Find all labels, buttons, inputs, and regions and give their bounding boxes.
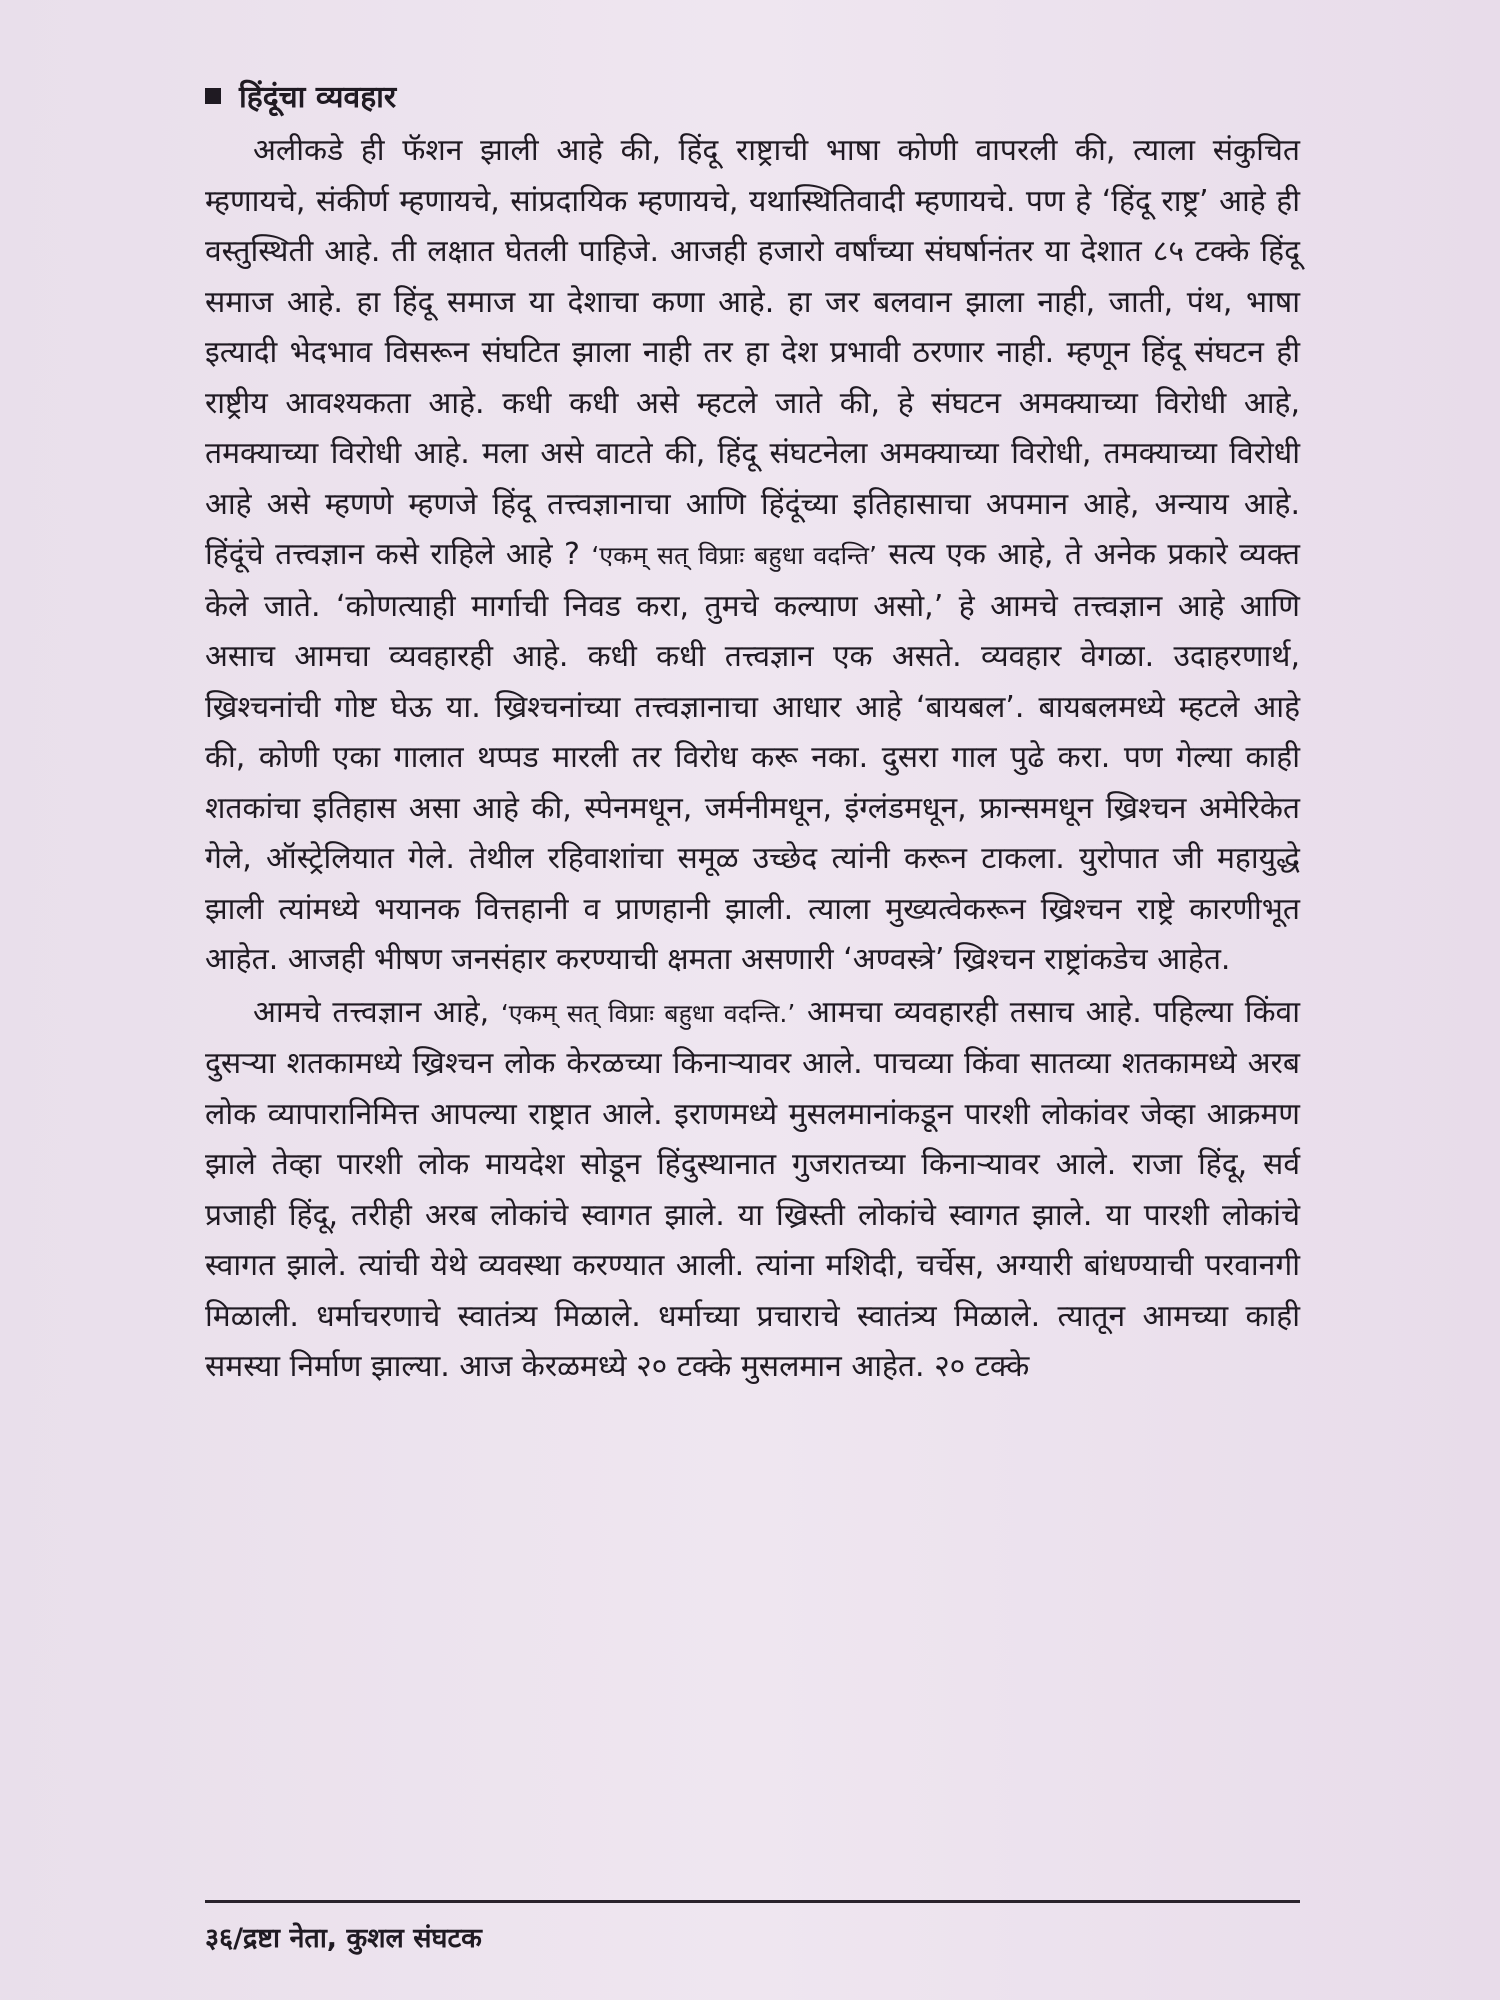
paragraph-1	[205, 126, 1300, 986]
paragraph-2-text-b: आमचा व्यवहारही तसाच आहे. पहिल्या किंवा दुसऱ्या शतकामध्ये ख्रिश्चन लोक केरळच्या किनाऱ्यावर आले. पाचव्या किंवा सातव्या शतकामध्ये अरब लोक व्यापारानिमित्त आपल्या राष्ट्रात आले. इराणमध्ये मुसलमानांकडून पारशी लोकांवर जेव्हा आक्रमण झाले तेव्हा पारशी लोक मायदेश सोडून हिंदुस्थानात गुजरातच्या किनाऱ्यावर आले. राजा हिंदू, सर्व प्रजाही हिंदू, तरीही अरब लोकांचे स्वागत झाले. या ख्रिस्ती लोकांचे स्वागत झाले. या पारशी लोकांचे स्वागत झाले. त्यांची येथे व्यवस्था करण्यात आली. त्यांना मशिदी, चर्चेस, अग्यारी बांधण्याची परवानगी मिळाली. धर्माचरणाचे स्वातंत्र्य मिळाले. धर्माच्या प्रचाराचे स्वातंत्र्य मिळाले. त्यातून आमच्या काही समस्या निर्माण झाल्या. आज केरळमध्ये २० टक्के मुसलमान आहेत. २० टक्के	[205, 994, 1300, 1384]
paragraph-1-text-a: अलीकडे ही फॅशन झाली आहे की, हिंदू राष्ट्राची भाषा कोणी वापरली की, त्याला संकुचित म्हणायचे, संकीर्ण म्हणायचे, सांप्रदायिक म्हणायचे, यथास्थितिवादी म्हणायचे. पण हे ‘हिंदू राष्ट्र’ आहे ही वस्तुस्थिती आहे. ती लक्षात घेतली पाहिजे. आजही हजारो वर्षांच्या संघर्षानंतर या देशात ८५ टक्के हिंदू समाज आहे. हा हिंदू समाज या देशाचा कणा आहे. हा जर बलवान झाला नाही, जाती, पंथ, भाषा इत्यादी भेदभाव विसरून संघटित झाला नाही तर हा देश प्रभावी ठरणार नाही. म्हणून हिंदू संघटन ही राष्ट्रीय आवश्यकता आहे. कधी कधी असे म्हटले जाते की, हे संघटन अमक्याच्या विरोधी आहे, तमक्याच्या विरोधी आहे. मला असे वाटते की, हिंदू संघटनेला अमक्याच्या विरोधी, तमक्याच्या विरोधी आहे असे म्हणणे म्हणजे हिंदू तत्त्वज्ञानाचा आणि हिंदूंच्या इतिहासाचा अपमान आहे, अन्याय आहे. हिंदूंचे तत्त्वज्ञान कसे राहिले आहे ?	[205, 133, 1300, 572]
page-content	[205, 70, 1300, 1393]
sanskrit-quote: ‘एकम् सत् विप्राः बहुधा वदन्ति’	[591, 541, 877, 570]
section-heading	[205, 70, 1300, 126]
page-footer: ३६/द्रष्टा नेता, कुशल संघटक	[205, 1923, 482, 1954]
paragraph-1-text-b: सत्य एक आहे, ते अनेक प्रकारे व्यक्त केले जाते. ‘कोणत्याही मार्गाची निवड करा, तुमचे कल्याण असो,’ हे आमचे तत्त्वज्ञान आहे आणि असाच आमचा व्यवहारही आहे. कधी कधी तत्त्वज्ञान एक असते. व्यवहार वेगळा. उदाहरणार्थ, ख्रिश्चनांची गोष्ट घेऊ या. ख्रिश्चनांच्या तत्त्वज्ञानाचा आधार आहे ‘बायबल’. बायबलमध्ये म्हटले आहे की, कोणी एका गालात थप्पड मारली तर विरोध करू नका. दुसरा गाल पुढे करा. पण गेल्या काही शतकांचा इतिहास असा आहे की, स्पेनमधून, जर्मनीमधून, इंग्लंडमधून, फ्रान्समधून ख्रिश्चन अमेरिकेत गेले, ऑस्ट्रेलियात गेले. तेथील रहिवाशांचा समूळ उच्छेद त्यांनी करून टाकला. युरोपात जी महायुद्धे झाली त्यांमध्ये भयानक वित्तहानी व प्राणहानी झाली. त्याला मुख्यत्वेकरून ख्रिश्चन राष्ट्रे कारणीभूत आहेत. आजही भीषण जनसंहार करण्याची क्षमता असणारी ‘अण्वस्त्रे’ ख्रिश्चन राष्ट्रांकडेच आहेत.	[205, 537, 1300, 977]
bullet-square-icon	[205, 88, 221, 104]
sanskrit-quote: ‘एकम् सत् विप्राः बहुधा वदन्ति.’	[500, 998, 796, 1028]
section-heading-text: हिंदूंचा व्यवहार	[239, 80, 397, 115]
paragraph-2-text-a: आमचे तत्त्वज्ञान आहे,	[253, 994, 501, 1030]
paragraph-2	[205, 988, 1300, 1393]
footer-divider	[205, 1900, 1300, 1903]
